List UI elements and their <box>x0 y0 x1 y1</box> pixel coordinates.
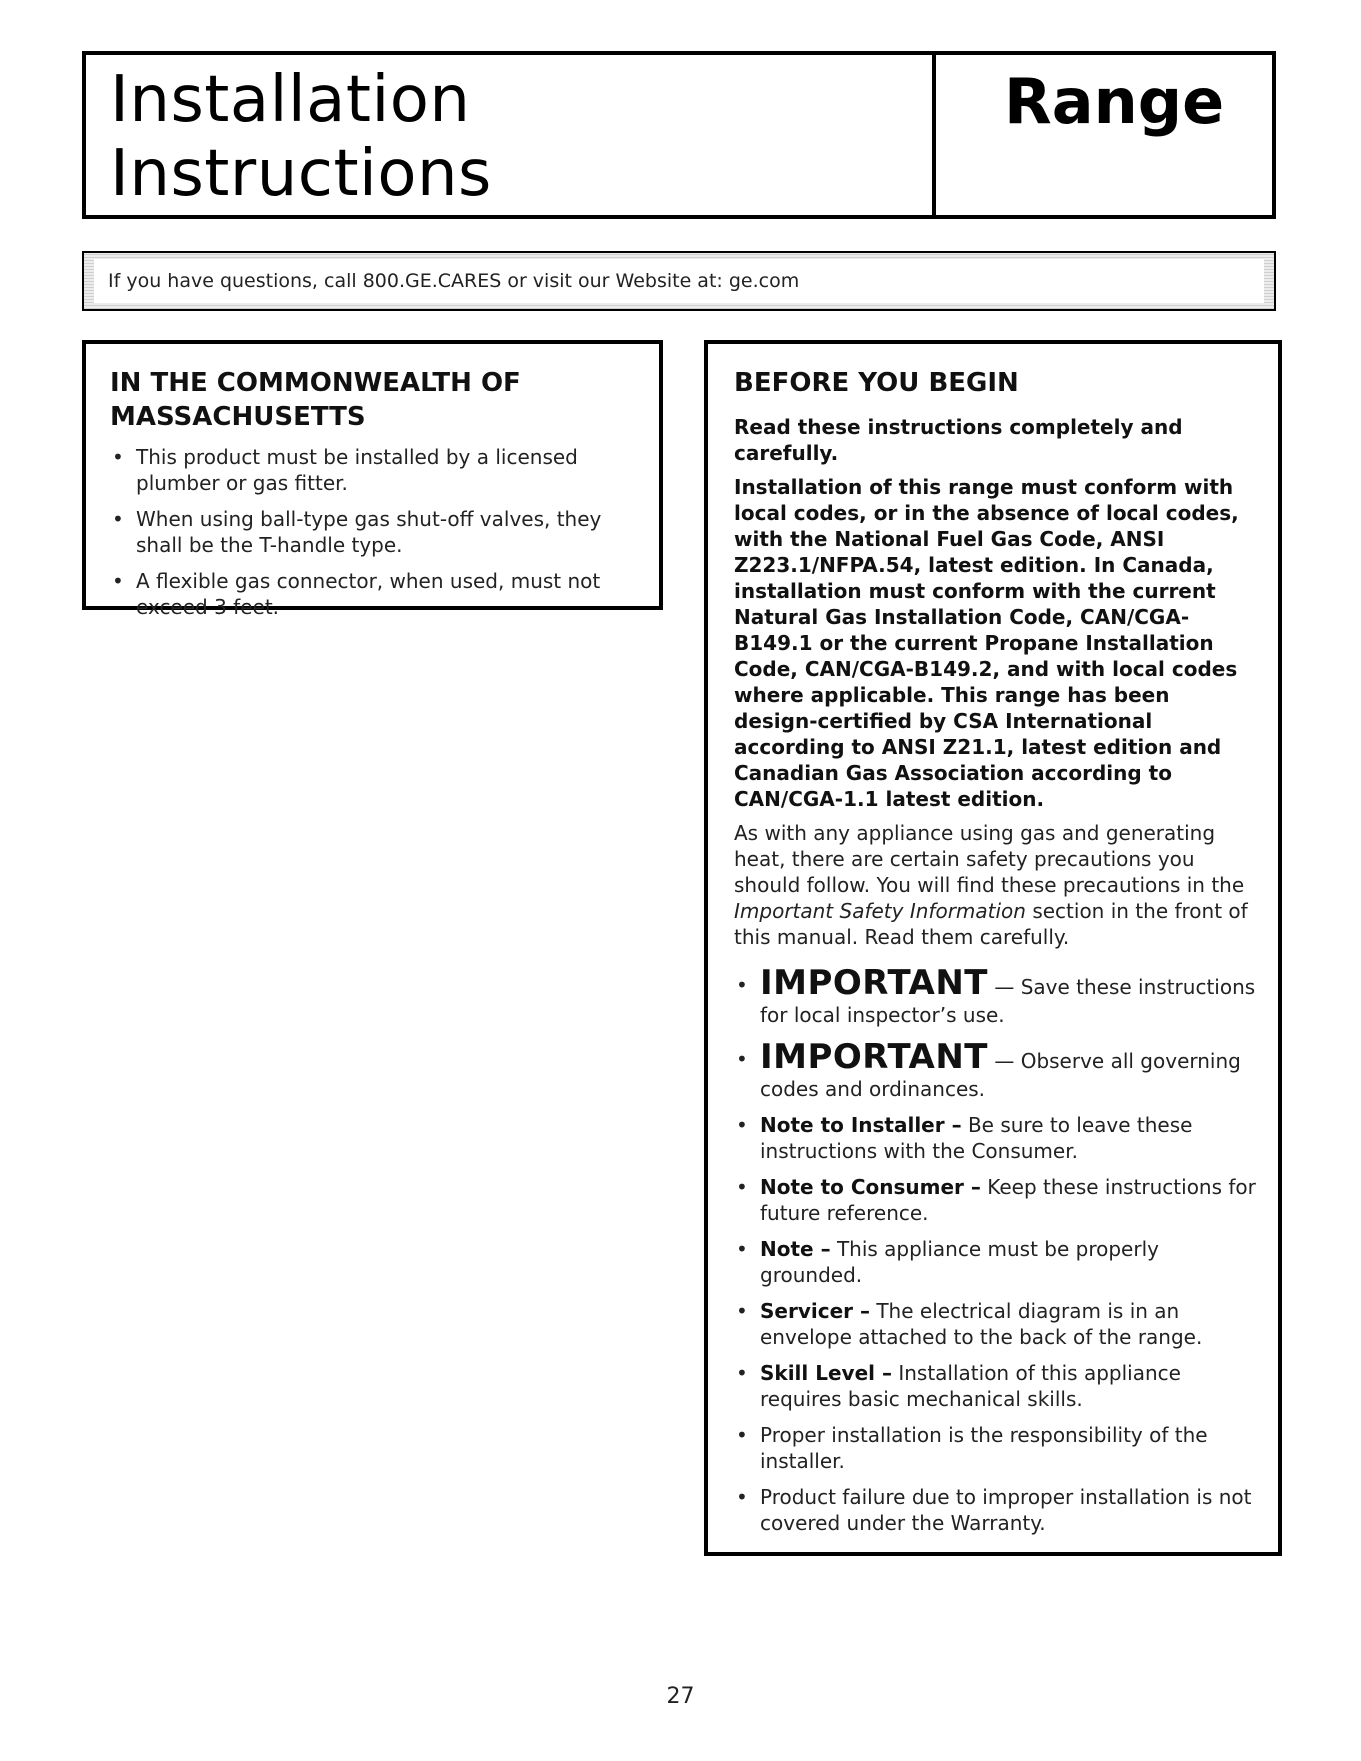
header-product-cell <box>936 55 1272 215</box>
important-item <box>734 964 1256 1028</box>
list-item: • This product must be installed by a licensed plumber or gas fitter. <box>110 444 635 496</box>
codes-paragraph: Installation of this range must conform with local codes, or in the absence of local codes, with the National Fuel Gas Code, ANSI Z223.1/NFPA.54, latest edition. In Canada, installation must conform with the current Natural Gas Installation Code, CAN/CGA-B149.1 or the current Propane Installation Code, CAN/CGA-B149.2, and with local codes where applicable. This range has been design-certified by CSA International according to ANSI Z21.1, latest edition and Canadian Gas Association according to CAN/CGA-1.1 latest edition. <box>734 475 1239 811</box>
safety-section-reference: Important Safety Information <box>734 899 1026 923</box>
massachusetts-title <box>110 366 635 434</box>
page-number: 27 <box>666 1684 695 1709</box>
massachusetts-title-line-1: IN THE COMMONWEALTH OF <box>110 368 521 398</box>
note-label: Skill Level – <box>760 1361 892 1385</box>
list-item: • When using ball-type gas shut-off valves, they shall be the T-handle type. <box>110 506 635 558</box>
note-label: Note to Installer – <box>760 1113 962 1137</box>
massachusetts-list <box>110 444 635 620</box>
note-text: Be sure to leave these instructions with the Consumer. <box>760 1113 1193 1163</box>
important-text: — Observe all governing codes and ordinances. <box>760 1049 1241 1101</box>
note-text: This appliance must be properly grounded. <box>760 1237 1159 1287</box>
note-label: Servicer – <box>760 1299 870 1323</box>
list-item <box>734 1236 1256 1288</box>
contact-text: If you have questions, call 800.GE.CARES or visit our Website at: ge.com <box>108 270 800 292</box>
before-you-begin-box <box>704 340 1282 1556</box>
important-text: — Save these instructions for local inspector’s use. <box>760 975 1256 1027</box>
note-text: Keep these instructions for future reference. <box>760 1175 1256 1225</box>
document-title-line-1: Installation <box>110 63 471 137</box>
list-item: • Proper installation is the responsibility of the installer. <box>734 1422 1256 1474</box>
header-title-cell <box>86 55 936 215</box>
list-item <box>734 1360 1256 1412</box>
product-name: Range <box>1004 65 1225 138</box>
list-item <box>734 1112 1256 1164</box>
list-item <box>734 1298 1256 1350</box>
document-header <box>82 51 1276 219</box>
important-label: IMPORTANT <box>760 1037 988 1077</box>
note-text: Installation of this appliance requires basic mechanical skills. <box>760 1361 1181 1411</box>
massachusetts-title-line-2: MASSACHUSETTS <box>110 402 366 432</box>
contact-banner <box>82 251 1276 311</box>
note-text: The electrical diagram is in an envelope attached to the back of the range. <box>760 1299 1203 1349</box>
important-label: IMPORTANT <box>760 963 988 1003</box>
safety-paragraph-part-2: section in the front of this manual. Read them carefully. <box>734 899 1248 949</box>
safety-paragraph <box>734 820 1256 950</box>
note-label: Note to Consumer – <box>760 1175 981 1199</box>
contact-banner-inner <box>94 259 1264 303</box>
note-label: Note – <box>760 1237 831 1261</box>
notes-list <box>734 964 1256 1536</box>
list-item: • Product failure due to improper installation is not covered under the Warranty. <box>734 1484 1256 1536</box>
before-you-begin-title: BEFORE YOU BEGIN <box>734 368 1019 398</box>
read-instructions-paragraph: Read these instructions completely and carefully. <box>734 415 1183 465</box>
list-item <box>734 1174 1256 1226</box>
massachusetts-box <box>82 340 663 619</box>
list-item: • A flexible gas connector, when used, must not exceed 3 feet. <box>110 568 635 620</box>
important-item <box>734 1038 1256 1102</box>
document-title-line-2: Instructions <box>110 137 492 211</box>
safety-paragraph-part-1: As with any appliance using gas and generating heat, there are certain safety precautions you should follow. You will find these precautions in the <box>734 821 1245 897</box>
